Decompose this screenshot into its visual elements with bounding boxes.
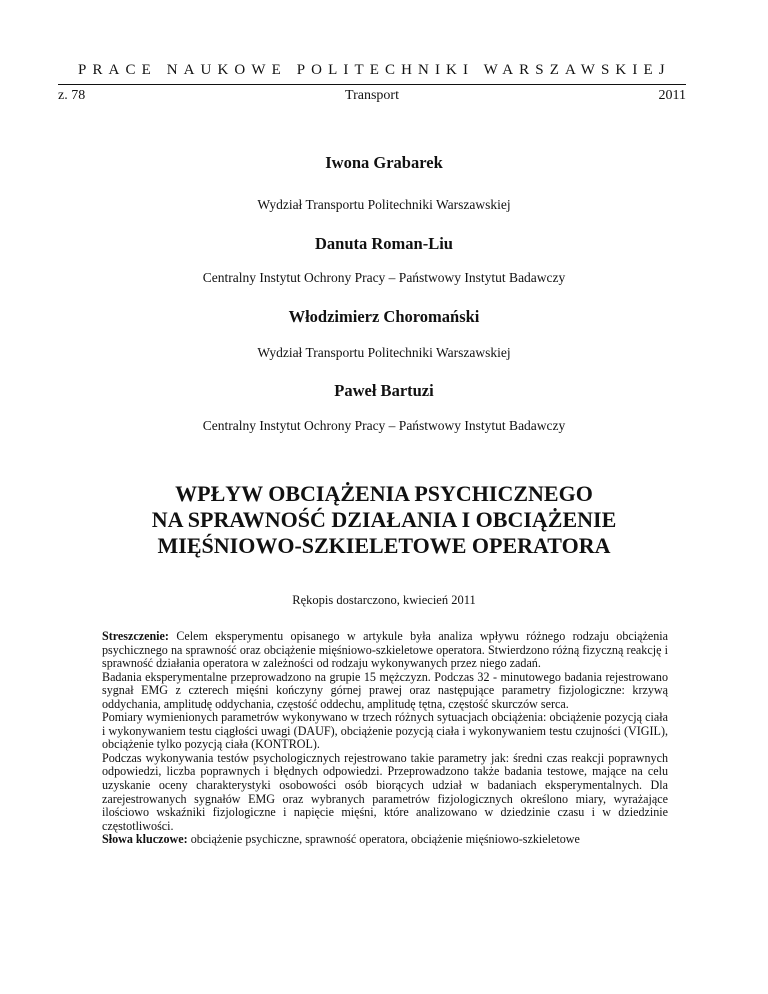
author-affiliation: Centralny Instytut Ochrony Pracy – Państwowy Instytut Badawczy: [202, 418, 566, 433]
series-name: Transport: [345, 88, 399, 103]
abstract-label: Streszczenie:: [102, 629, 169, 643]
paper-title: [0, 481, 768, 559]
abstract-paragraph: Pomiary wymienionych parametrów wykonywano w trzech różnych sytuacjach obciążenia: obciążenie pozycją ciała i wykonywaniem testu ciągłości uwagi (DAUF), obciążenie pozycją ciała i wykonywaniem testu czujności (VIGIL), obciążenie tylko pozycją ciała (KONTROL).: [102, 710, 668, 752]
keywords-line: [102, 833, 668, 847]
header-rule: [58, 84, 686, 85]
received-date: Rękopis dostarczono, kwiecień 2011: [292, 593, 476, 607]
abstract-paragraph: Badania eksperymentalne przeprowadzono na grupie 15 mężczyzn. Podczas 32 - minutowego badania rejestrowano sygnał EMG z czterech mięśni kończyny górnej prawej oraz następujące parametry fizjologiczne: krzywą oddychania, amplitudę oddychania, częstość oddechu, amplitudę tętna, częstość skurczów serca.: [102, 669, 668, 711]
abstract-paragraph: Podczas wykonywania testów psychologicznych rejestrowano takie parametry jak: średni czas reakcji poprawnych odpowiedzi, liczba poprawnych i błędnych odpowiedzi. Przeprowadzono także badania testowe, mające na celu uzyskanie oceny charakterystyki osobowości osób biorących udział w badaniach eksperymentalnych. Dla zarejestrowanych sygnałów EMG oraz wybranych parametrów fizjologicznych określono miary, wyrażające ilościowo wskaźniki fizjologiczne i napięcie mięśni, które analizowano w dziedzinie czasu i w dziedzinie częstotliwości.: [102, 750, 668, 833]
title-line: NA SPRAWNOŚĆ DZIAŁANIA I OBCIĄŻENIE: [151, 507, 617, 532]
author-name: Iwona Grabarek: [325, 153, 443, 172]
author-name: Danuta Roman-Liu: [315, 234, 453, 253]
author-affiliation: Centralny Instytut Ochrony Pracy – Państwowy Instytut Badawczy: [202, 270, 566, 285]
author-name: Włodzimierz Choromański: [288, 307, 480, 326]
author-affiliation: Wydział Transportu Politechniki Warszawskiej: [257, 197, 511, 212]
abstract-paragraph: [102, 630, 668, 671]
abstract: [102, 630, 668, 847]
author-name: Paweł Bartuzi: [334, 381, 434, 400]
author-affiliation: Wydział Transportu Politechniki Warszawskiej: [257, 345, 511, 360]
issue-number: z. 78: [58, 88, 86, 103]
keywords-label: Słowa kluczowe:: [102, 832, 188, 847]
keywords-text: obciążenie psychiczne, sprawność operatora, obciążenie mięśniowo-szkieletowe: [190, 832, 580, 847]
title-line: MIĘŚNIOWO-SZKIELETOWE OPERATORA: [157, 533, 611, 558]
journal-name: PRACE NAUKOWE POLITECHNIKI WARSZAWSKIEJ: [78, 62, 671, 78]
abstract-text: Celem eksperymentu opisanego w artykule była analiza wpływu różnego rodzaju obciążenia psychicznego na sprawność oraz obciążenie mięśniowo-szkieletowe operatora. Stwierdzono różną fizyczną reakcję i sprawność działania operatora w zależności od rodzaju wykonywanych przez niego zadań.: [102, 629, 668, 671]
publication-year: 2011: [658, 88, 686, 103]
title-line: WPŁYW OBCIĄŻENIA PSYCHICZNEGO: [175, 481, 593, 506]
